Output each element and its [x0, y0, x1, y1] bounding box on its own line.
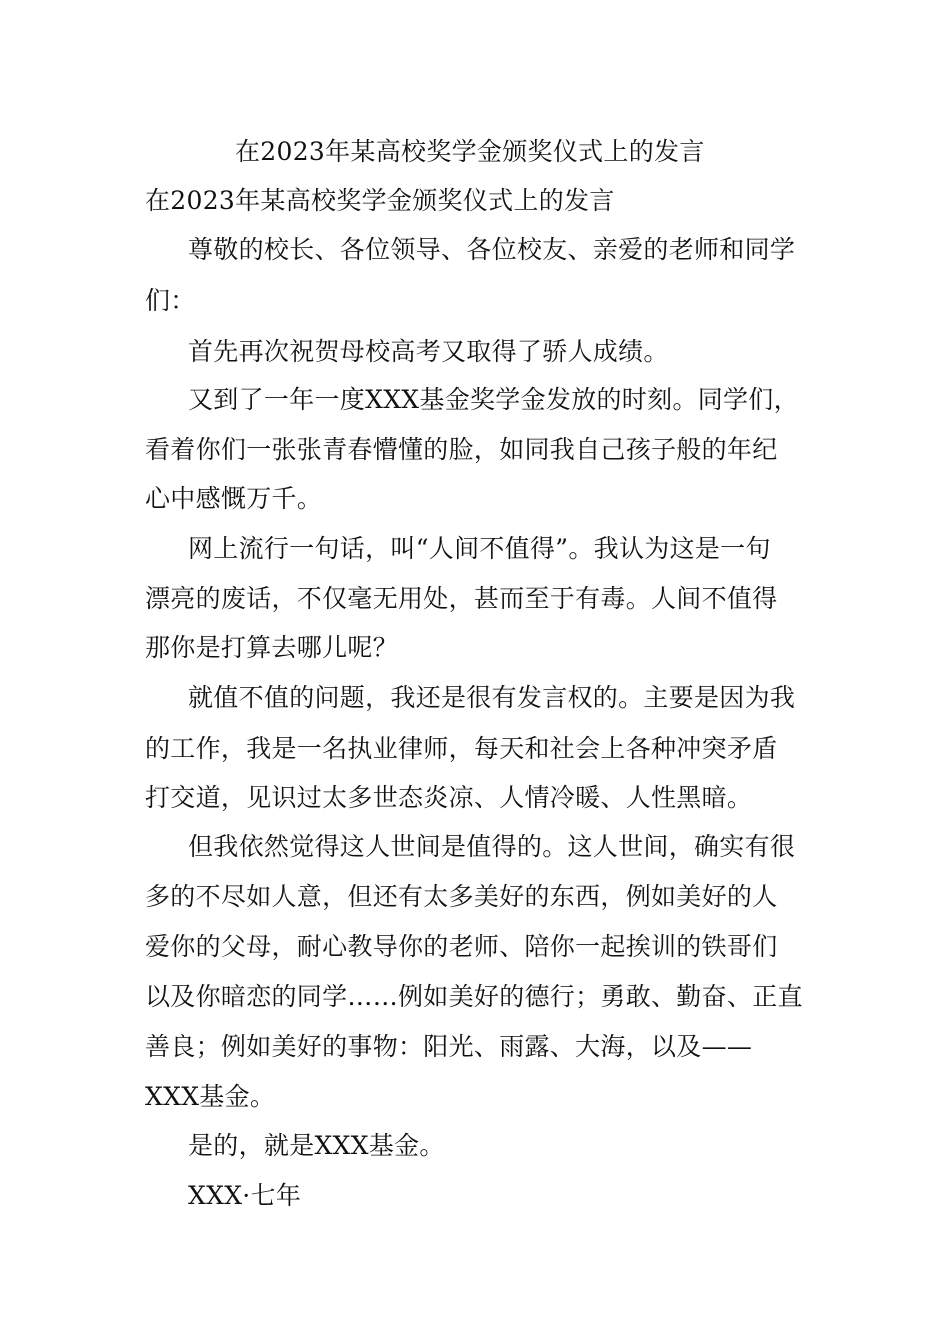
paragraph-line: 又到了一年一度XXX基金奖学金发放的时刻。同学们， — [188, 385, 799, 414]
paragraph-line: 打交道，见识过太多世态炎凉、人情冷暖、人性黑暗。 — [145, 783, 753, 812]
paragraph-line: 但我依然觉得这人世间是值得的。这人世间，确实有很 — [188, 832, 796, 861]
paragraph-line: 们： — [145, 286, 196, 315]
paragraph-line: 漂亮的废话，不仅毫无用处，甚而至于有毒。人间不值得 — [145, 584, 778, 613]
paragraph-line: 那你是打算去哪儿呢？ — [145, 633, 399, 662]
document-title: 在2023年某高校奖学金颁奖仪式上的发言 — [235, 137, 705, 166]
paragraph-line: 就值不值的问题，我还是很有发言权的。主要是因为我 — [188, 683, 796, 712]
paragraph-line: 网上流行一句话，叫“人间不值得”。我认为这是一句 — [188, 534, 771, 563]
document-subtitle: 在2023年某高校奖学金颁奖仪式上的发言 — [145, 186, 615, 215]
paragraph-line: 尊敬的校长、各位领导、各位校友、亲爱的老师和同学 — [188, 235, 796, 264]
paragraph-line: 的工作，我是一名执业律师，每天和社会上各种冲突矛盾 — [145, 734, 778, 763]
paragraph-line: 善良；例如美好的事物：阳光、雨露、大海，以及—— — [145, 1032, 753, 1061]
paragraph-line: 心中感慨万千。 — [145, 484, 323, 513]
paragraph-line: 以及你暗恋的同学……例如美好的德行；勇敢、勤奋、正直 — [145, 982, 803, 1011]
paragraph-line: XXX基金。 — [145, 1082, 276, 1111]
paragraph-line: 看着你们一张张青春懵懂的脸，如同我自己孩子般的年纪 — [145, 435, 778, 464]
paragraph-line: 是的，就是XXX基金。 — [188, 1131, 445, 1160]
paragraph-line: 多的不尽如人意，但还有太多美好的东西，例如美好的人 — [145, 882, 778, 911]
paragraph-line: XXX·七年 — [188, 1181, 302, 1210]
paragraph-line: 爱你的父母，耐心教导你的老师、陪你一起挨训的铁哥们 — [145, 932, 778, 961]
paragraph-line: 首先再次祝贺母校高考又取得了骄人成绩。 — [188, 337, 669, 366]
